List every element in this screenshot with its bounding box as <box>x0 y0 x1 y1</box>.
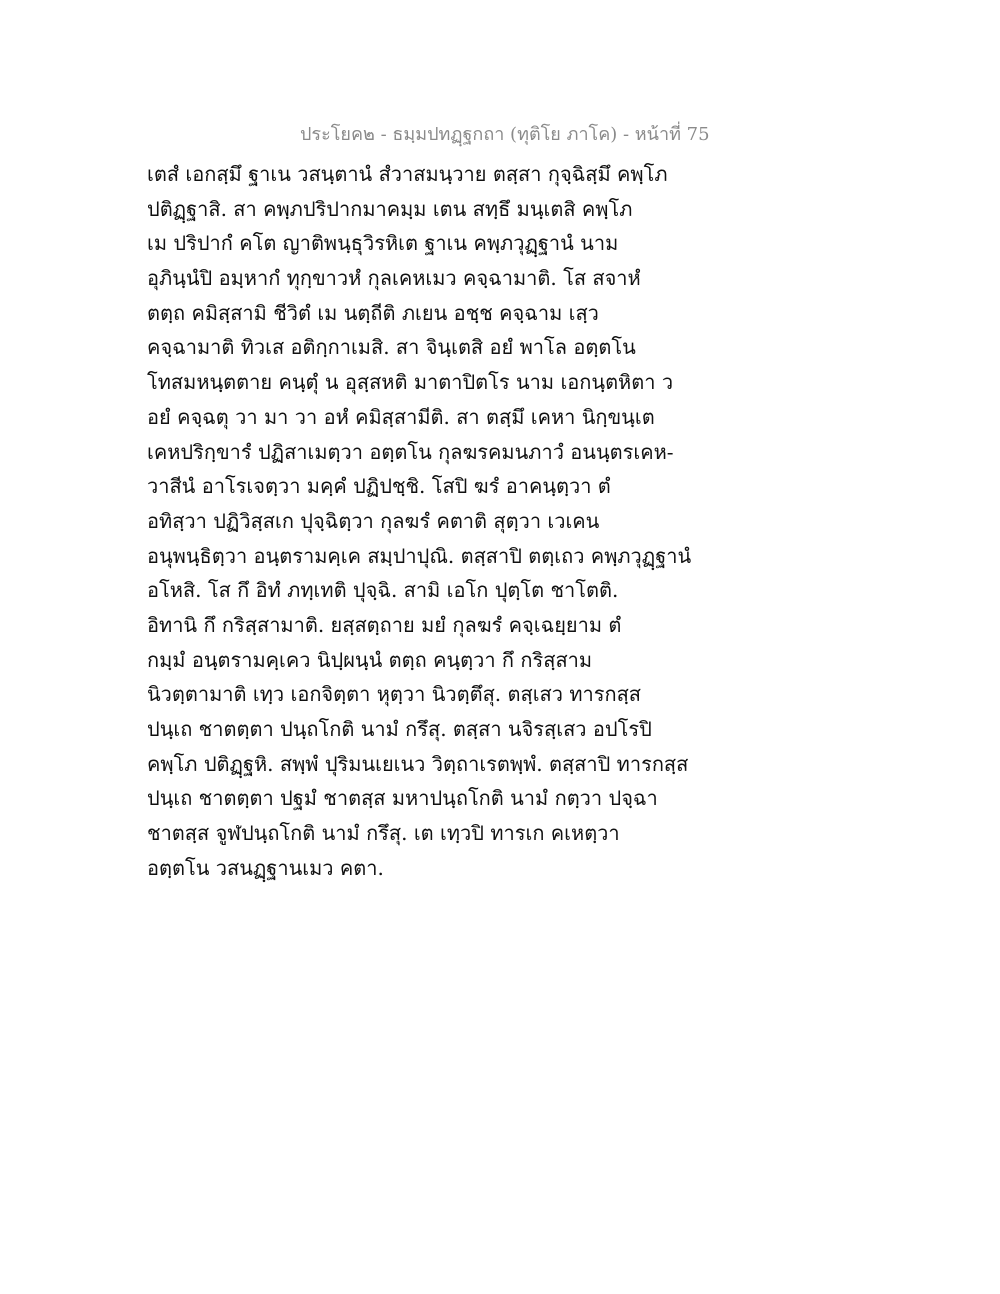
text-line: เม ปริปากํ คโต ญาติพนฺธุวิรหิเต ฐาเน คพฺภวุฏฺฐานํ นาม <box>147 231 619 256</box>
text-line: ปนฺเถ ชาตตฺตา ปฐมํ ชาตสฺส มหาปนฺถโกติ นามํ กตฺวา ปจฺฉา <box>147 786 658 811</box>
text-line: อุภินฺนํปิ อมฺหากํ ทุกฺขาวหํ กุลเคหเมว คจฺฉามาติ. โส สจาหํ <box>147 266 641 291</box>
text-line: กมฺมํ อนฺตรามคฺเคว นิปฺผนฺนํ ตตฺถ คนฺตฺวา กึ กริสฺสาม <box>147 647 593 672</box>
text-line: อโหสิ. โส กึ อิทํ ภทฺเทติ ปุจฺฉิ. สามิ เอโก ปุตฺโต ชาโตติ. <box>147 578 619 603</box>
body-text <box>147 157 707 885</box>
text-line: คจฺฉามาติ ทิวเส อติกฺกาเมสิ. สา จินฺเตสิ อยํ พาโล อตฺตโน <box>147 335 636 360</box>
text-line: อทิสฺวา ปฏิวิสฺสเก ปุจฺฉิตฺวา กุลฆรํ คตาติ สุตฺวา เวเคน <box>147 508 600 533</box>
text-line: อิทานิ กึ กริสฺสามาติ. ยสฺสตฺถาย มยํ กุลฆรํ คจฺเฉยฺยาม ตํ <box>147 612 622 637</box>
text-line: เตสํ เอกสฺมึ ฐาเน วสนฺตานํ สํวาสมนฺวาย ตสฺสา กุจฺฉิสฺมึ คพฺโภ <box>147 162 668 186</box>
text-line: ชาตสฺส จูฬปนฺถโกติ นามํ กรึสุ. เต เทฺวปิ ทารเก คเหตฺวา <box>147 821 620 846</box>
text-line: อยํ คจฺฉตุ วา มา วา อหํ คมิสฺสามีติ. สา ตสฺมึ เคหา นิกฺขนฺเต <box>147 404 655 429</box>
text-line: ปติฏฺฐาสิ. สา คพฺภปริปากมาคมฺม เตน สทฺธึ มนฺเตสิ คพฺโภ <box>147 196 633 221</box>
text-line: ตตฺถ คมิสฺสามิ ชีวิตํ เม นตฺถีติ ภเยน อชฺช คจฺฉาม เสฺว <box>147 300 599 325</box>
text-line: เคหปริกฺขารํ ปฏิสาเมตฺวา อตฺตโน กุลฆรคมนภาวํ อนนฺตรเคห- <box>147 439 674 464</box>
text-line: อตฺตโน วสนฏฺฐานเมว คตา. <box>147 855 384 880</box>
text-line: นิวตฺตามาติ เทฺว เอกจิตฺตา หุตฺวา นิวตฺตึสุ. ตสฺเสว ทารกสฺส <box>147 682 642 707</box>
text-line: ปนฺเถ ชาตตฺตา ปนฺถโกติ นามํ กรึสุ. ตสฺสา นจิรสฺเสว อปโรปิ <box>147 717 652 741</box>
text-line: โทสมหนฺตตาย คนฺตุํ น อุสฺสหติ มาตาปิตโร นาม เอกนฺตหิตา ว <box>147 370 674 395</box>
text-line: วาสีนํ อาโรเจตฺวา มคฺคํ ปฏิปชฺชิ. โสปิ ฆรํ อาคนฺตฺวา ตํ <box>147 474 611 499</box>
running-header: ประโยค๒ - ธมฺมปทฏฺฐกถา (ทุติโย ภาโค) - หน้าที่ 75 <box>300 124 710 145</box>
text-line: อนุพนฺธิตฺวา อนฺตรามคฺเค สมฺปาปุณิ. ตสฺสาปิ ตตฺเถว คพฺภวุฏฺฐานํ <box>147 543 692 568</box>
text-line: คพฺโภ ปติฏฺฐหิ. สพฺพํ ปุริมนเยเนว วิตฺถาเรตพฺพํ. ตสฺสาปิ ทารกสฺส <box>147 751 689 776</box>
